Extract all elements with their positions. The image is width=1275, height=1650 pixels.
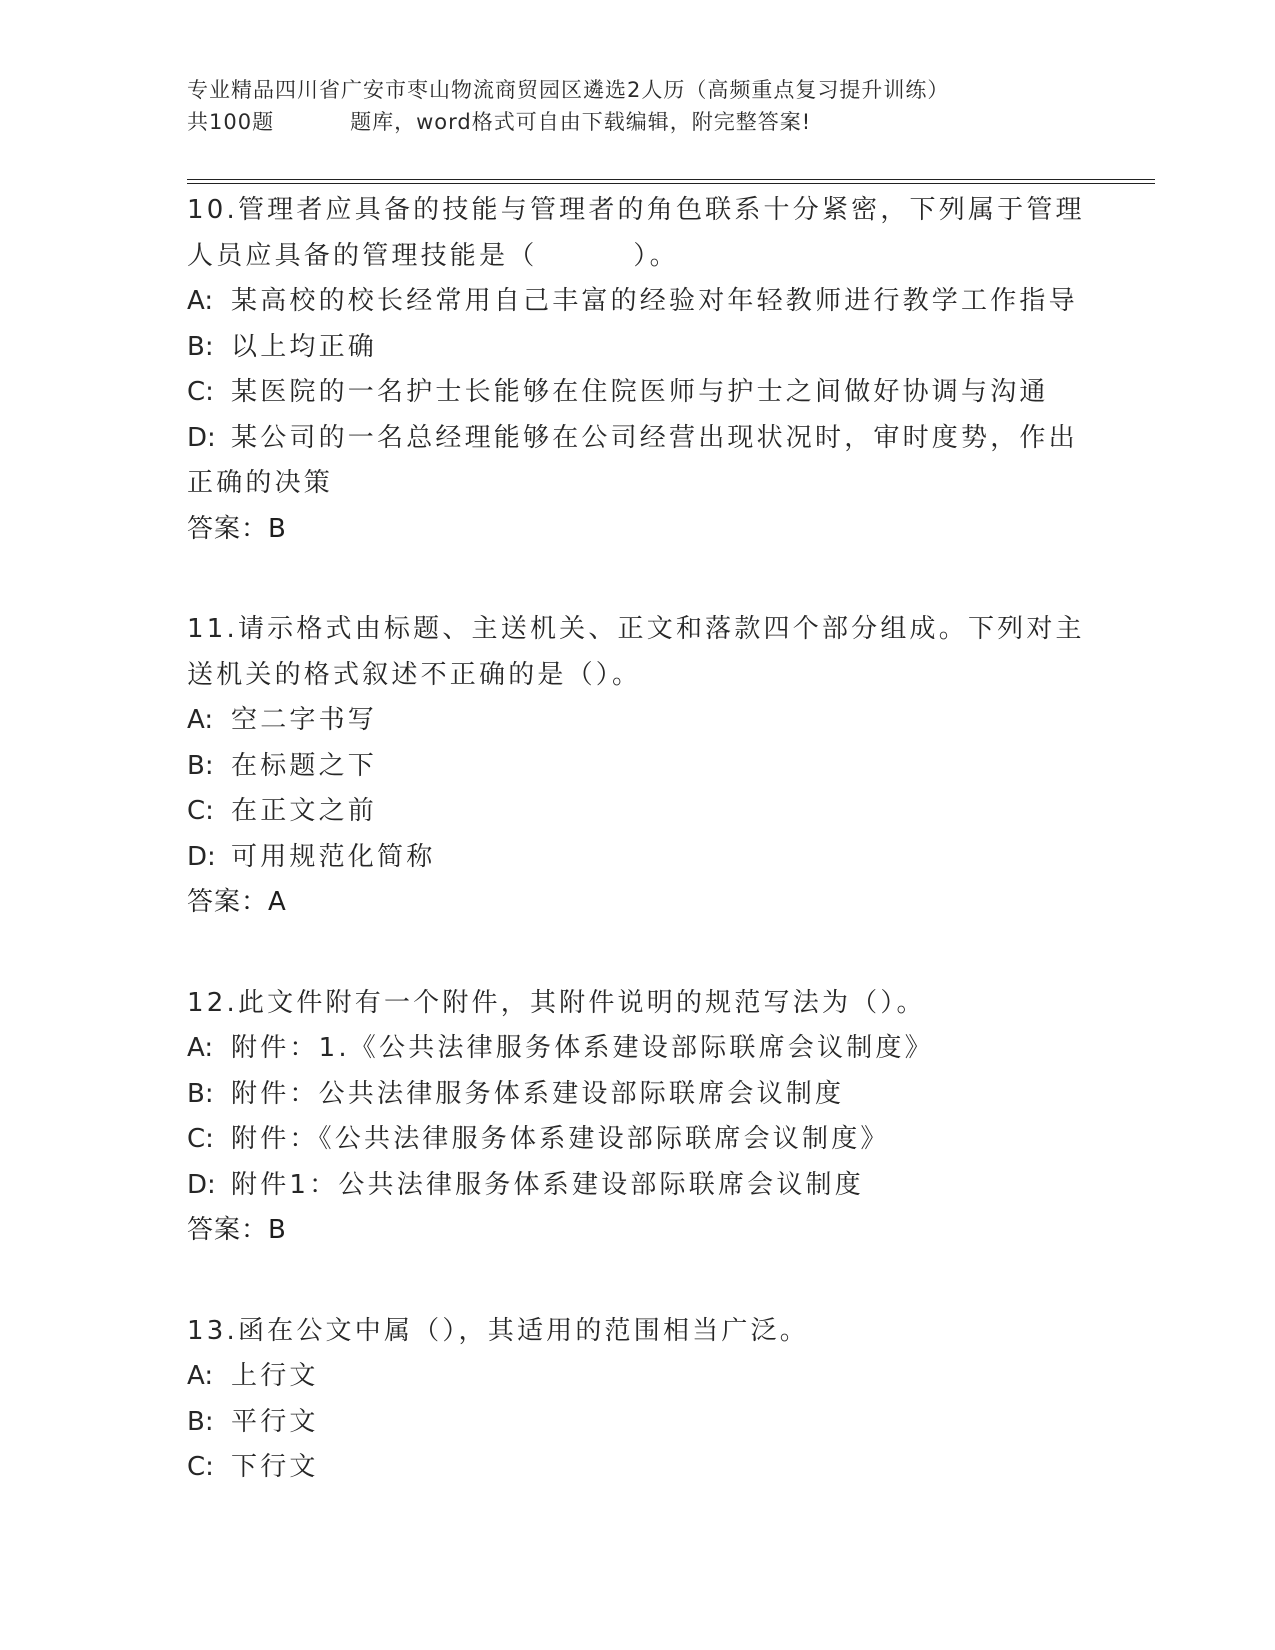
header-divider-bottom [187,183,1155,184]
option-b: B: 附件：公共法律服务体系建设部际联席会议制度 [187,1078,845,1109]
option-a: A: 上行文 [187,1361,319,1391]
question-stem-continued: 人员应具备的管理技能是（ ）。 [187,240,679,271]
question-stem-continued: 送机关的格式叙述不正确的是（）。 [187,659,642,690]
question-stem: 10.管理者应具备的技能与管理者的角色联系十分紧密，下列属于管理 [187,195,1085,225]
option-a: A: 附件：1.《公共法律服务体系建设部际联席会议制度》 [187,1033,934,1063]
option-b: B: 平行文 [187,1406,319,1437]
option-c: C: 某医院的一名护士长能够在住院医师与护士之间做好协调与沟通 [187,377,1049,407]
header-title-line-1: 专业精品四川省广安市枣山物流商贸园区遴选2人历（高频重点复习提升训练） [187,78,950,102]
header-title-line-2 [187,106,1087,138]
document-header [187,74,1087,138]
question-10 [187,188,1087,552]
question-12 [187,981,1087,1254]
question-stem: 11.请示格式由标题、主送机关、正文和落款四个部分组成。下列对主 [187,614,1085,644]
header-question-count: 共100题 [187,110,275,134]
option-c: C: 下行文 [187,1452,319,1482]
option-a: A: 某高校的校长经常用自己丰富的经验对年轻教师进行教学工作指导 [187,286,1078,316]
question-stem: 13.函在公文中属（），其适用的范围相当广泛。 [187,1315,809,1346]
answer-label: 答案：B [187,1215,287,1245]
question-list [187,188,1087,1546]
question-stem: 12.此文件附有一个附件，其附件说明的规范写法为（）。 [187,987,926,1018]
answer-label: 答案：B [187,513,287,544]
option-d: D: 可用规范化简称 [187,841,436,872]
option-b: B: 以上均正确 [187,331,378,362]
option-b: B: 在标题之下 [187,750,378,781]
question-11 [187,607,1087,926]
header-divider-top [187,179,1155,180]
option-c: C: 在正文之前 [187,796,378,826]
option-a: A: 空二字书写 [187,705,378,735]
answer-label: 答案：A [187,887,287,917]
header-description: 题库，word格式可自由下载编辑，附完整答案! [350,110,812,134]
option-d: D: 某公司的一名总经理能够在公司经营出现状况时，审时度势，作出 [187,422,1078,453]
option-d-continued: 正确的决策 [187,468,334,498]
option-c: C: 附件：《公共法律服务体系建设部际联席会议制度》 [187,1124,890,1154]
option-d: D: 附件1：公共法律服务体系建设部际联席会议制度 [187,1169,864,1200]
question-13 [187,1309,1087,1491]
